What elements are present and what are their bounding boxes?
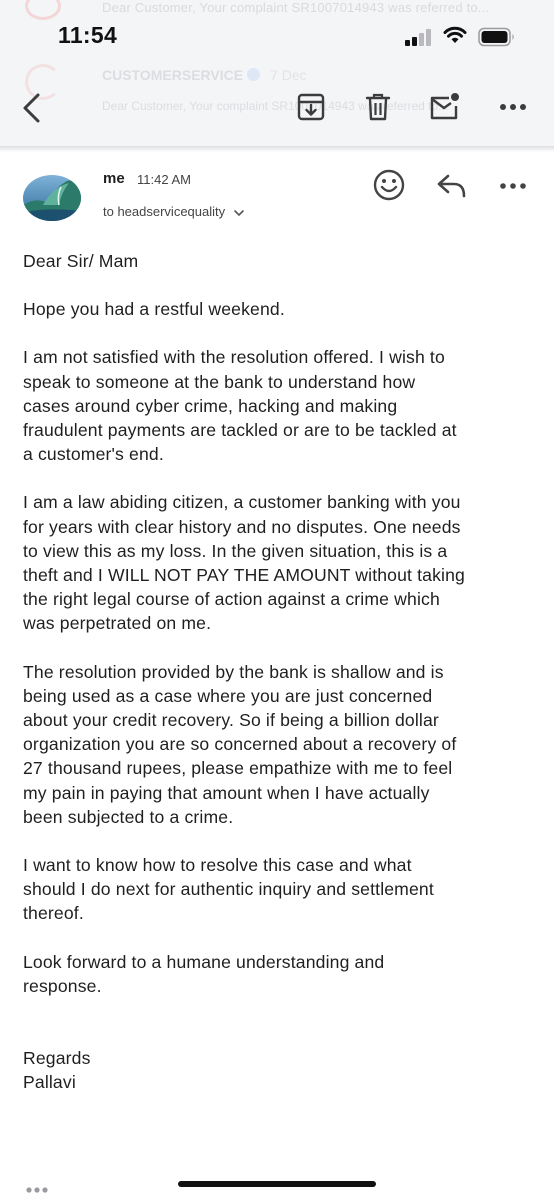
archive-icon[interactable] <box>296 92 326 122</box>
chevron-left-icon[interactable] <box>20 91 44 125</box>
bank-logo-icon <box>25 0 61 20</box>
body-paragraph: Hope you had a restful weekend. <box>23 299 285 320</box>
body-paragraph: The resolution provided by the bank is shallow and is being used as a case where you are just concerned about your credit recovery. So if being a billion dollar organization you are so concerned about a recovery of 27 thousand rupees, please empathize with me to feel my pain in paying that amount when I have actually been subjected to a crime. <box>23 661 457 827</box>
body-paragraph: Look forward to a humane understanding and response. <box>23 951 385 996</box>
sender-name[interactable]: me <box>103 170 125 187</box>
smiley-icon[interactable] <box>372 168 406 202</box>
body-paragraph: I am not satisfied with the resolution offered. I wish to speak to someone at the bank to understand how cases around cyber crime, hacking and making fraudulent payments are tackled or are to be tackled at a customer's end. <box>23 347 457 465</box>
background-sender-name: CUSTOMERSERVICE <box>102 67 244 83</box>
reply-icon[interactable] <box>436 172 468 200</box>
sent-time: 11:42 AM <box>137 172 191 187</box>
trash-icon[interactable] <box>363 92 393 122</box>
toolbar-area <box>0 0 554 150</box>
background-sender <box>102 67 307 83</box>
home-indicator[interactable] <box>178 1181 376 1187</box>
background-preview: Dear Customer, Your complaint SR1007014943 was referred to... <box>102 99 449 113</box>
recipient-line[interactable] <box>103 204 245 219</box>
verified-icon <box>247 68 260 81</box>
body-paragraph: I want to know how to resolve this case and what should I do next for authentic inquiry and settlement thereof. <box>23 855 434 924</box>
more-horizontal-icon[interactable] <box>498 176 528 196</box>
recipient-label: to headservicequality <box>103 204 226 219</box>
mark-unread-icon[interactable] <box>429 92 459 122</box>
status-time: 11:54 <box>58 22 118 48</box>
more-horizontal-icon[interactable] <box>498 95 528 119</box>
email-body <box>23 249 533 1118</box>
chevron-down-icon[interactable] <box>233 208 245 218</box>
avatar[interactable] <box>23 175 81 221</box>
battery-icon <box>478 27 516 47</box>
background-preview-top: Dear Customer, Your complaint SR1007014943 was referred to... <box>102 0 490 15</box>
background-date: 7 Dec <box>270 67 307 83</box>
cellular-signal-icon <box>405 28 435 46</box>
wifi-icon <box>443 26 467 44</box>
greeting: Dear Sir/ Mam <box>23 251 139 271</box>
show-trimmed-icon[interactable] <box>25 1186 49 1194</box>
toolbar-divider <box>0 146 554 152</box>
signature: Regards Pallavi <box>23 1048 91 1093</box>
body-paragraph: I am a law abiding citizen, a customer banking with you for years with clear history and no disputes. One needs to view this as my loss. In the given situation, this is a theft and I WILL NOT PAY THE AMOUNT without taking the right legal course of action against a crime which was perpetrated on me. <box>23 492 465 634</box>
